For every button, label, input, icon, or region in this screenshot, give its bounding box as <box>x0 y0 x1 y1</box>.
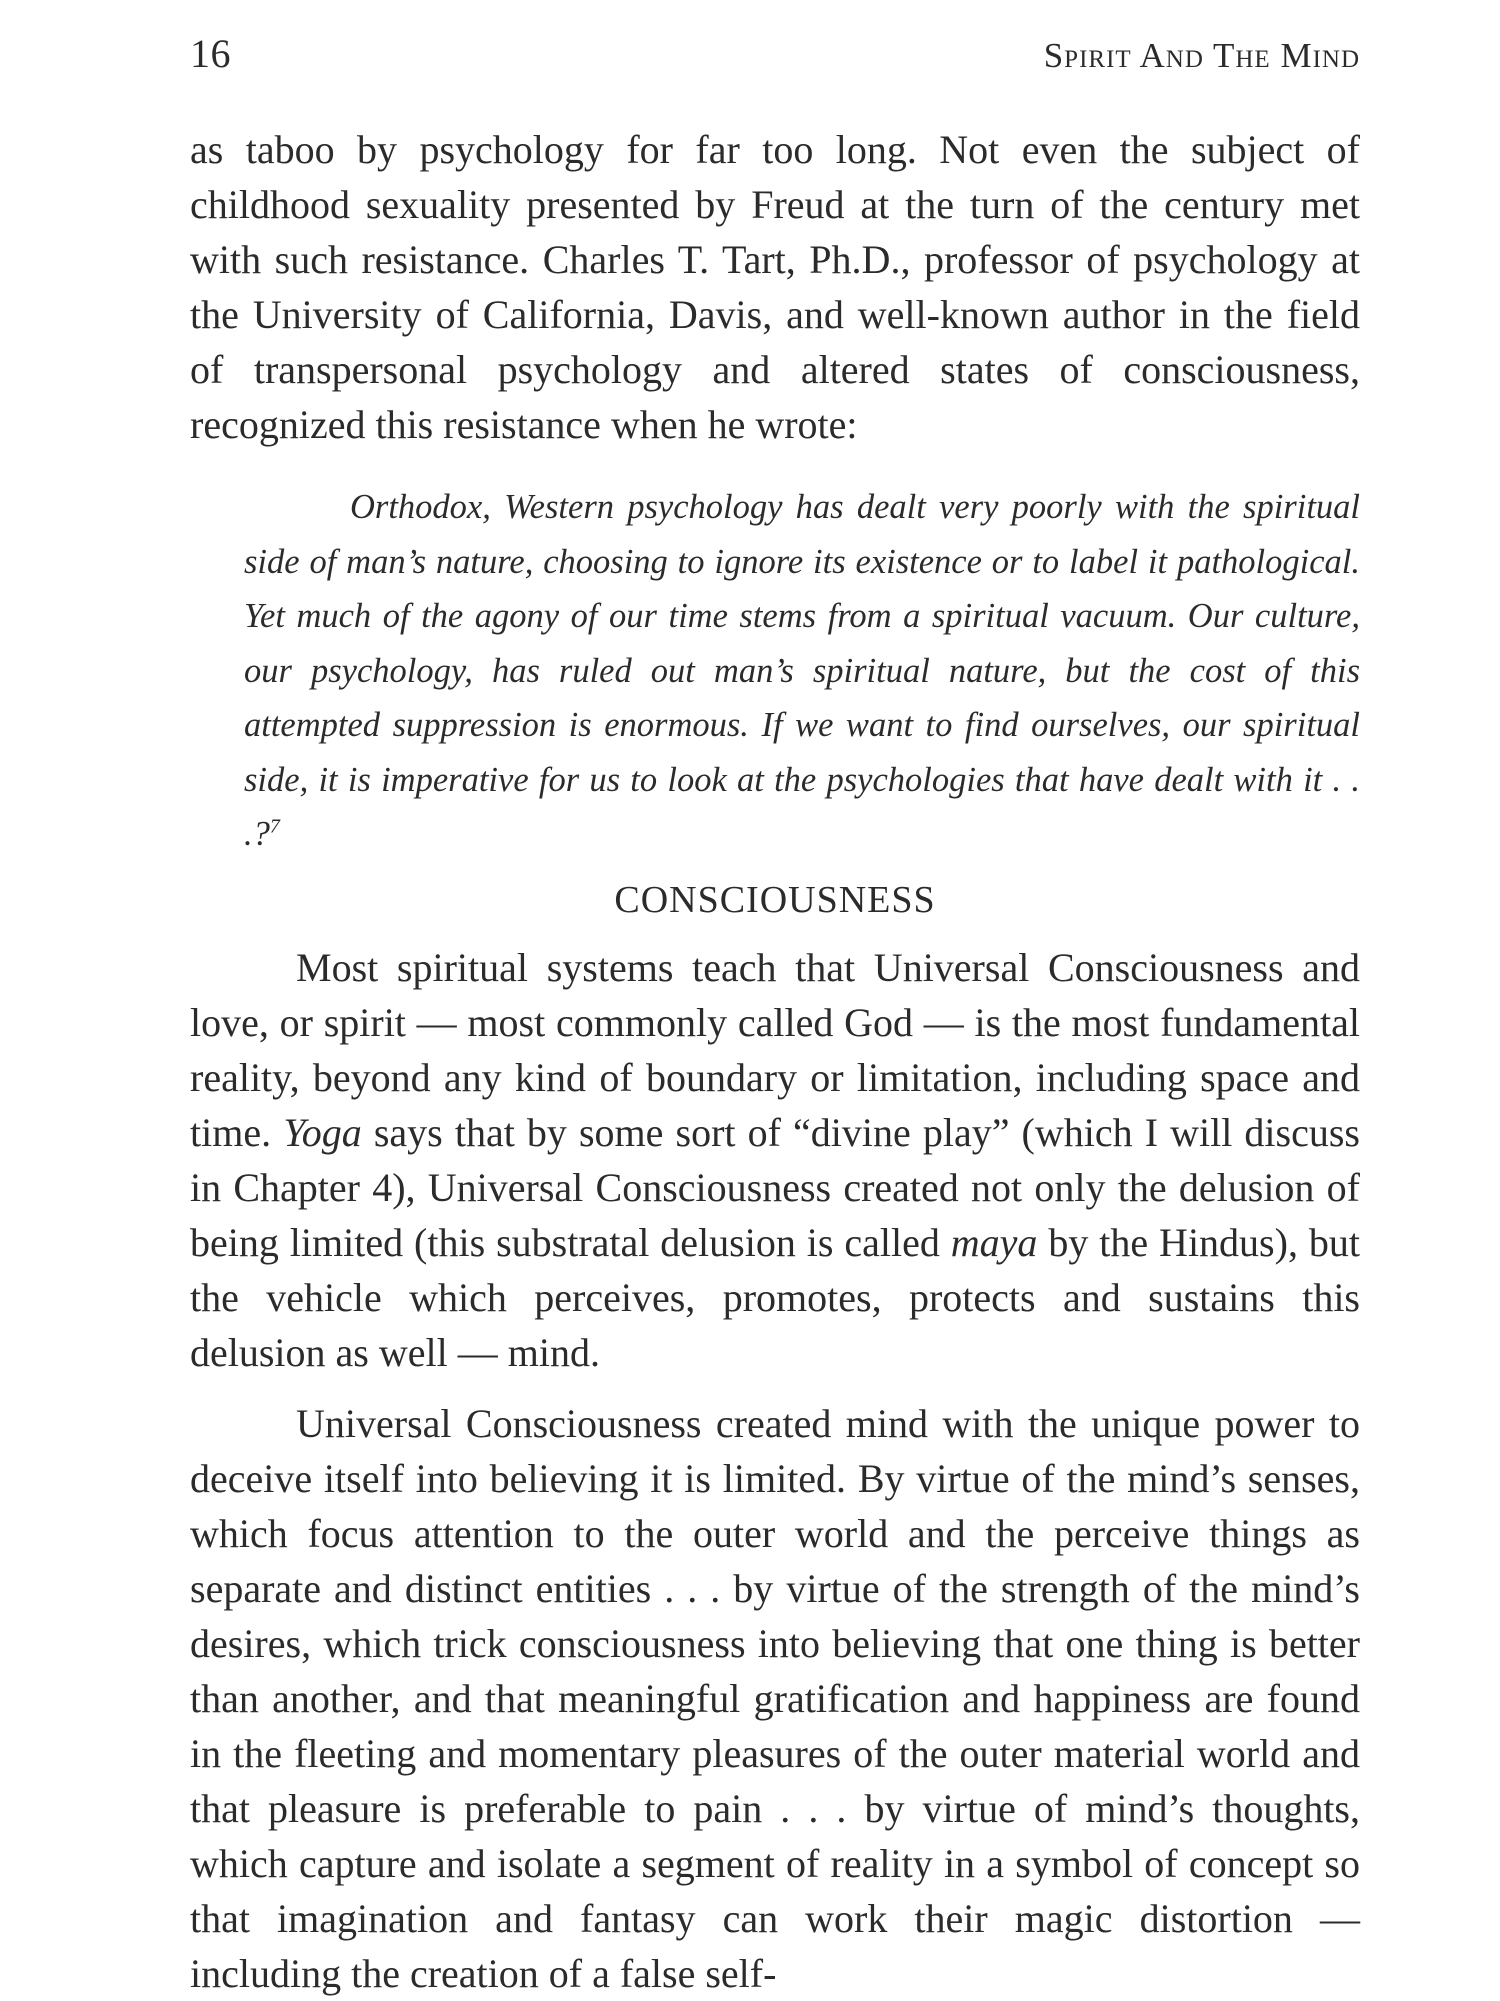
body-text <box>190 100 1360 2001</box>
running-title: Spirit And The Mind <box>1043 36 1360 75</box>
paragraph-continuation: as taboo by psychology for far too long. Not even the subject of childhood sexuality presented by Freud at the turn of the century met with such resistance. Charles T. Tart, Ph.D., professor of psychology at the University of California, Davis, and well-known author in the field of transpersonal psychology and altered states of consciousness, recognized this resistance when he wrote: <box>190 127 1360 447</box>
paragraph-consciousness-1 <box>190 940 1360 1380</box>
paragraph-text: Most spiritual systems teach that Universal Consciousness and love, or spirit — most commonly called God — is the most fundamental reality, beyond any kind of boundary or limitation, including space and time. <box>190 944 1360 1155</box>
paragraph-text: by the Hindus), but the vehicle which perceives, promotes, protects and sustains this delusion as well — mind. <box>190 1219 1360 1375</box>
paragraph-consciousness-2: Universal Consciousness created mind with the unique power to deceive itself into believing it is limited. By virtue of the mind’s senses, which focus attention to the outer world and the perceive things as separate and distinct entities . . . by virtue of the strength of the mind’s desires, which trick consciousness into believing that one thing is better than another, and that meaningful gratification and happiness are found in the fleeting and momentary pleasures of the outer material world and that pleasure is preferable to pain . . . by virtue of mind’s thoughts, which capture and isolate a segment of reality in a symbol of concept so that imagination and fantasy can work their magic distortion — including the creation of a false self- <box>190 1400 1360 1996</box>
section-heading: CONSCIOUSNESS <box>614 878 936 921</box>
footnote-marker: 7 <box>269 815 280 838</box>
italic-term-maya: maya <box>950 1219 1038 1265</box>
italic-term-yoga: Yoga <box>283 1109 362 1155</box>
page-number: 16 <box>190 31 231 76</box>
block-quote-text: Orthodox, Western psychology has dealt very poorly with the spiritual side of man’s nature, choosing to ignore its existence or to label it pathological. Yet much of the agony of our time stems from a spiritual vacuum. Our culture, our psychology, has ruled out man’s spiritual nature, but the cost of this attempted suppression is enormous. If we want to find ourselves, our spiritual side, it is imperative for us to look at the psychologies that have dealt with it . . .? <box>244 488 1360 853</box>
block-quote <box>244 480 1360 862</box>
paragraph-text: says that by some sort of “divine play” (which I will discuss in Chapter 4), Universal Consciousness created not only the delusion of being limited (this substratal delusion is called <box>190 1109 1360 1265</box>
page-header <box>190 30 1360 80</box>
